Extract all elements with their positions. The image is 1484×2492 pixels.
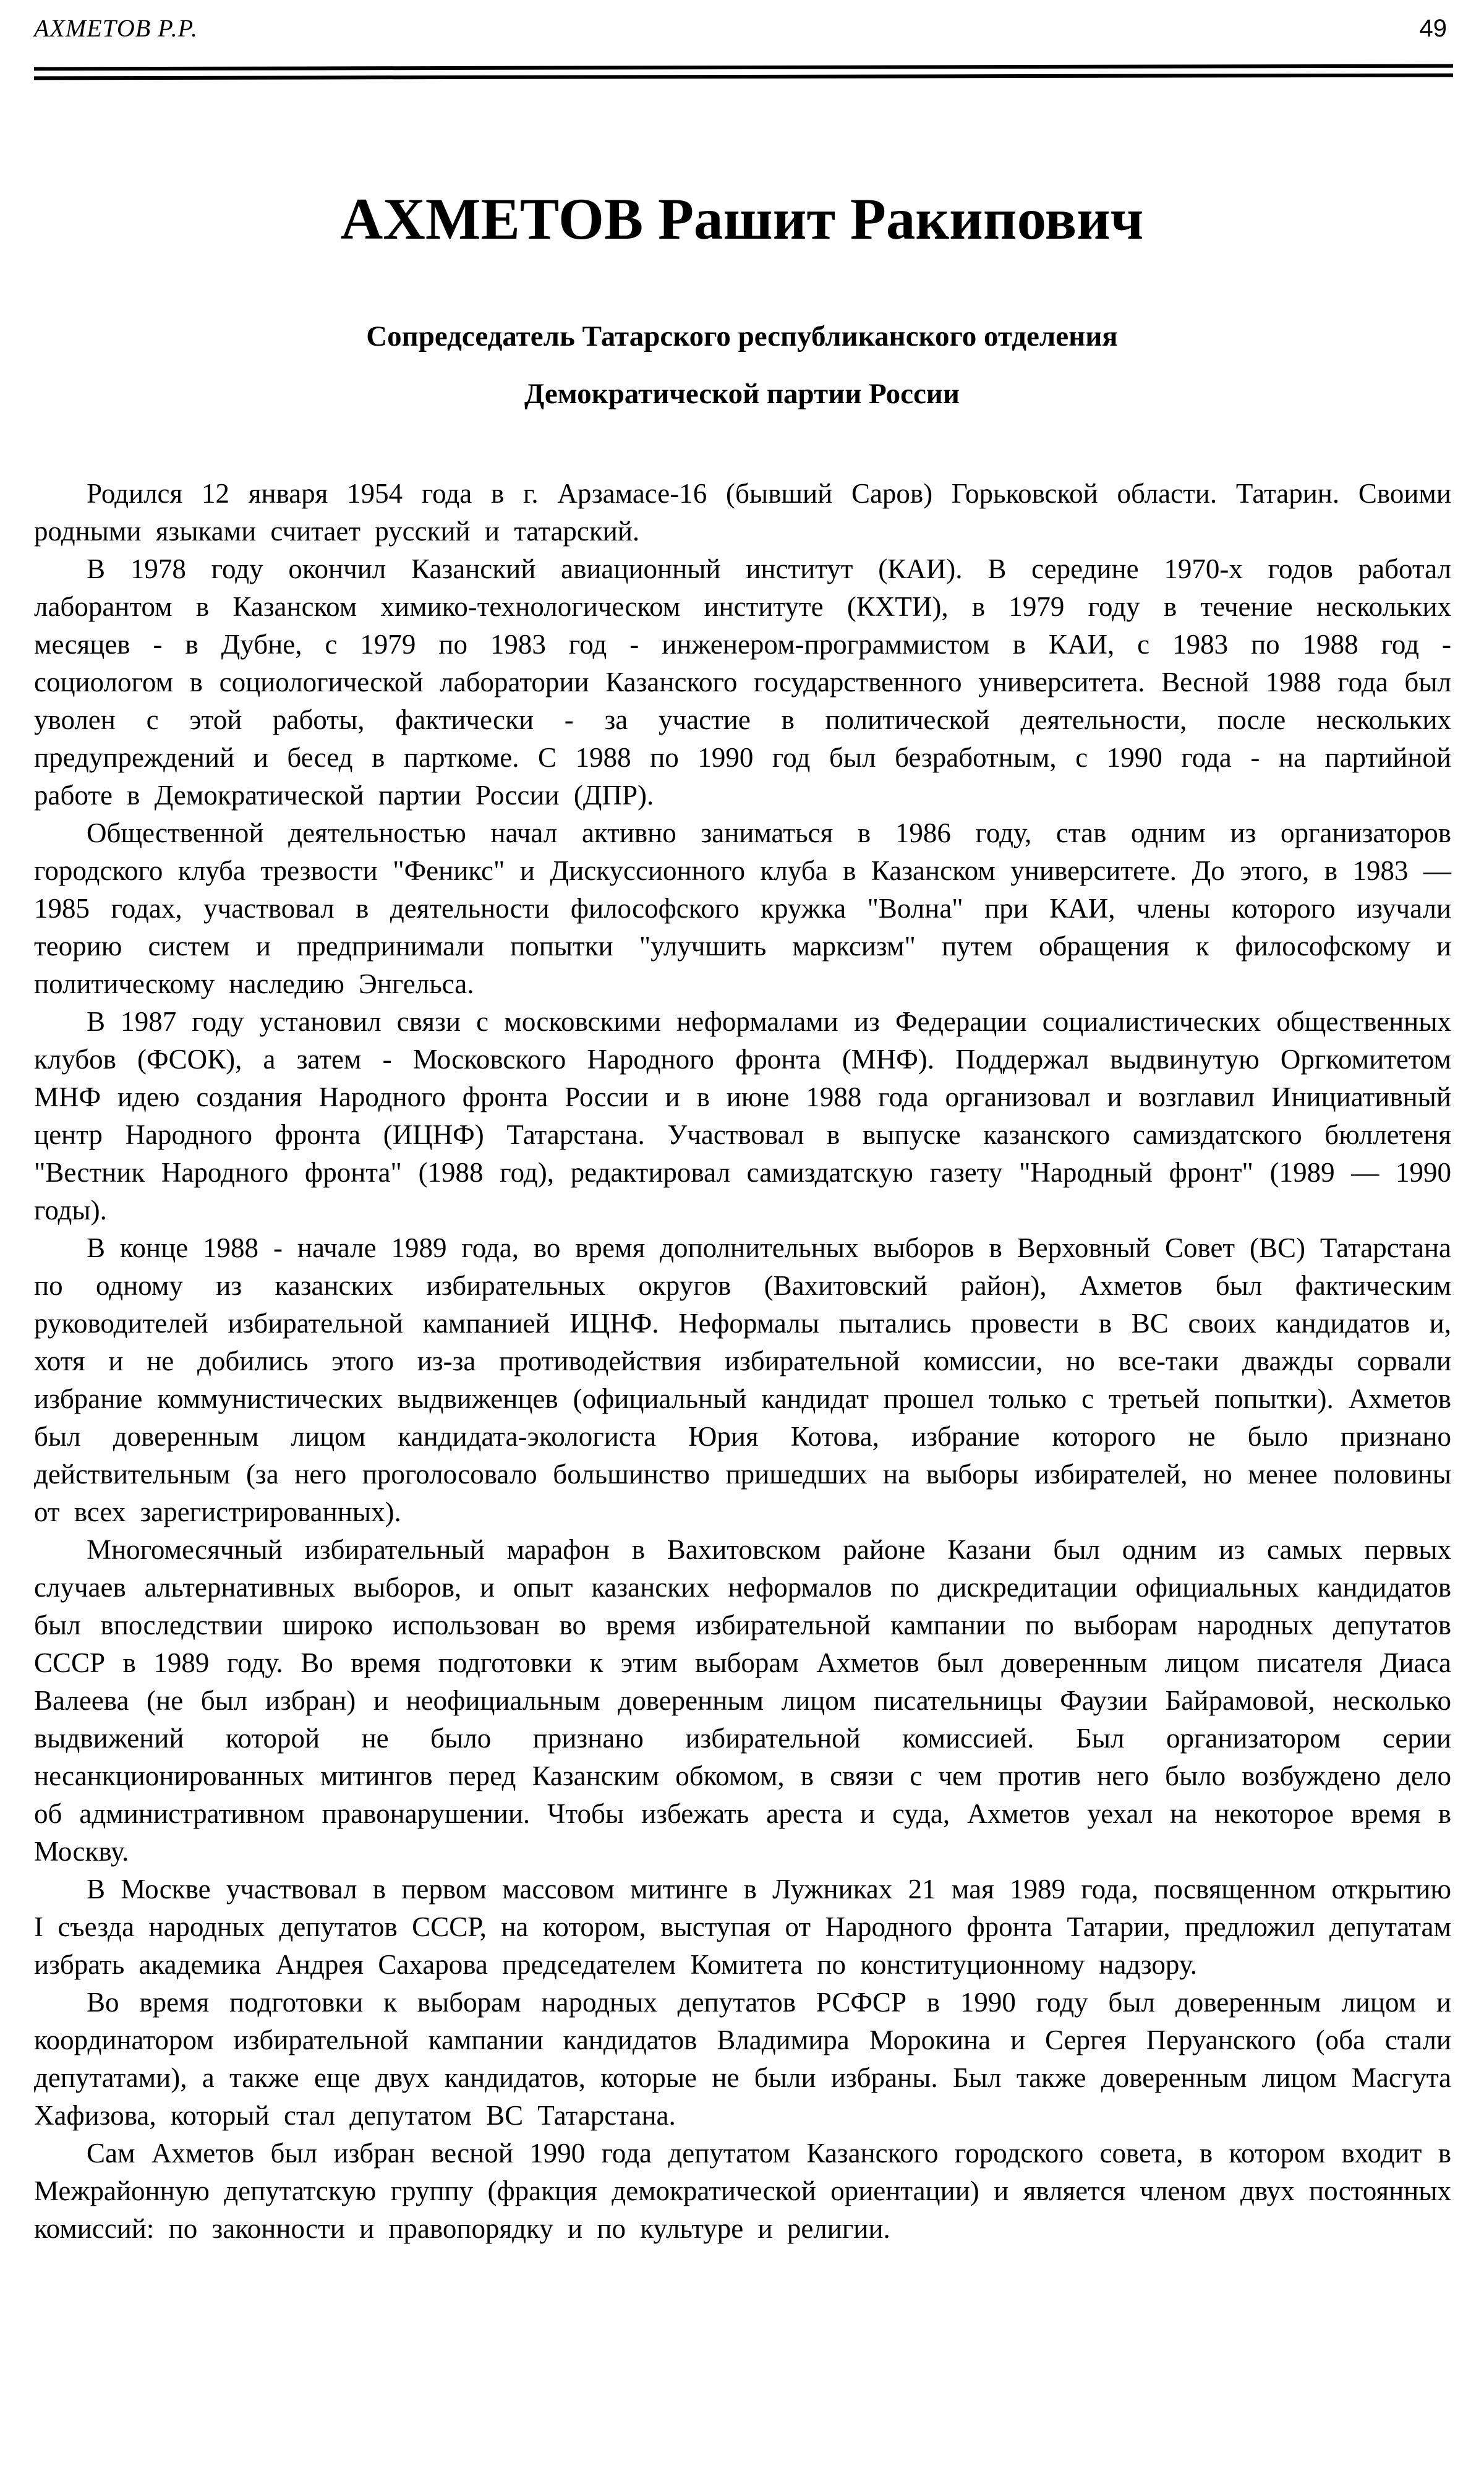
- page-subtitle: [0, 308, 1484, 423]
- running-header: [34, 15, 1447, 42]
- header-divider-rule: [34, 64, 1453, 80]
- paragraph-elections-1988-1989: В конце 1988 - начале 1989 года, во время дополнительных выборов в Верховный Совет (ВС) Татарстана по одному из казанских избирательных округов (Вахитовский район), Ахметов был фактическим руководителей избирательной кампанией ИЦНФ. Неформалы пытались провести в ВС своих кандидатов и, хотя и не добились этого из-за противодействия избирательной комиссии, но все-таки дважды сорвали избрание коммунистических выдвиженцев (официальный кандидат прошел только с третьей попытки). Ахметов был доверенным лицом кандидата-экологиста Юрия Котова, избрание которого не было признано действительным (за него проголосовало большинство пришедших на выборы избирателей, но менее половины от всех зарегистрированных).: [34, 1232, 1451, 1527]
- paragraph-birth: Родился 12 января 1954 года в г. Арзамасе-16 (бывший Саров) Горьковской области. Татарин. Своими родными языками считает русский и татарский.: [34, 478, 1451, 547]
- paragraph-election-marathon: Многомесячный избирательный марафон в Вахитовском районе Казани был одним из самых первых случаев альтернативных выборов, и опыт казанских неформалов по дискредитации официальных кандидатов был впоследствии широко использован во время избирательной кампании по выборам народных депутатов СССР в 1989 году. Во время подготовки к этим выборам Ахметов был доверенным лицом писателя Диаса Валеева (не был избран) и неофициальным доверенным лицом писательницы Фаузии Байрамовой, несколько выдвижений которой не было признано избирательной комиссией. Был организатором серии несанкционированных митингов перед Казанским обкомом, в связи с чем против него было возбуждено дело об административном правонарушении. Чтобы избежать ареста и суда, Ахметов уехал на некоторое время в Москву.: [34, 1534, 1451, 1867]
- page-title: АХМЕТОВ Рашит Ракипович: [340, 186, 1144, 252]
- paragraph-public-activity: Общественной деятельностью начал активно заниматься в 1986 году, став одним из организаторов городского клуба трезвости "Феникс" и Дискуссионного клуба в Казанском университете. До этого, в 1983 — 1985 годах, участвовал в деятельности философского кружка "Волна" при КАИ, члены которого изучали теорию систем и предпринимали попытки "улучшить марксизм" путем обращения к философскому и политическому наследию Энгельса.: [34, 817, 1451, 999]
- paragraph-informals-1987: В 1987 году установил связи с московскими неформалами из Федерации социалистических общественных клубов (ФСОК), а затем - Московского Народного фронта (МНФ). Поддержал выдвинутую Оргкомитетом МНФ идею создания Народного фронта России и в июне 1988 года организовал и возглавил Инициативный центр Народного фронта (ИЦНФ) Татарстана. Участвовал в выпуске казанского самиздатского бюллетеня "Вестник Народного фронта" (1988 год), редактировал самиздатскую газету "Народный фронт" (1989 — 1990 годы).: [34, 1006, 1451, 1226]
- page-number: 49: [1419, 15, 1447, 42]
- paragraph-city-council: Сам Ахметов был избран весной 1990 года депутатом Казанского городского совета, в котором входит в Межрайонную депутатскую группу (фракция демократической ориентации) и является членом двух постоянных комиссий: по законности и правопорядку и по культуре и религии.: [34, 2138, 1451, 2244]
- paragraph-education-career: В 1978 году окончил Казанский авиационный институт (КАИ). В середине 1970-х годов работал лаборантом в Казанском химико-технологическом институте (КХТИ), в 1979 году в течение нескольких месяцев - в Дубне, с 1979 по 1983 год - инженером-программистом в КАИ, с 1983 по 1988 год - социологом в социологической лаборатории Казанского государственного университета. Весной 1988 года был уволен с этой работы, фактически - за участие в политической деятельности, после нескольких предупреждений и бесед в парткоме. С 1988 по 1990 год был безработным, с 1990 года - на партийной работе в Демократической партии России (ДПР).: [34, 553, 1451, 811]
- paragraph-moscow-rally: В Москве участвовал в первом массовом митинге в Лужниках 21 мая 1989 года, посвященном открытию I съезда народных депутатов СССР, на котором, выступая от Народного фронта Татарии, предложил депутатам избрать академика Андрея Сахарова председателем Комитета по конституционному надзору.: [34, 1874, 1451, 1980]
- subtitle-line-2: Демократической партии России: [524, 378, 960, 410]
- running-title: АХМЕТОВ Р.Р.: [34, 14, 198, 42]
- paragraph-rsfsr-elections-1990: Во время подготовки к выборам народных депутатов РСФСР в 1990 году был доверенным лицом и координатором избирательной кампании кандидатов Владимира Морокина и Сергея Перуанского (оба стали депутатами), а также еще двух кандидатов, которые не были избраны. Был также доверенным лицом Масгута Хафизова, который стал депутатом ВС Татарстана.: [34, 1987, 1451, 2131]
- document-body: [34, 475, 1451, 2248]
- subtitle-line-1: Сопредседатель Татарского республиканского отделения: [366, 320, 1118, 352]
